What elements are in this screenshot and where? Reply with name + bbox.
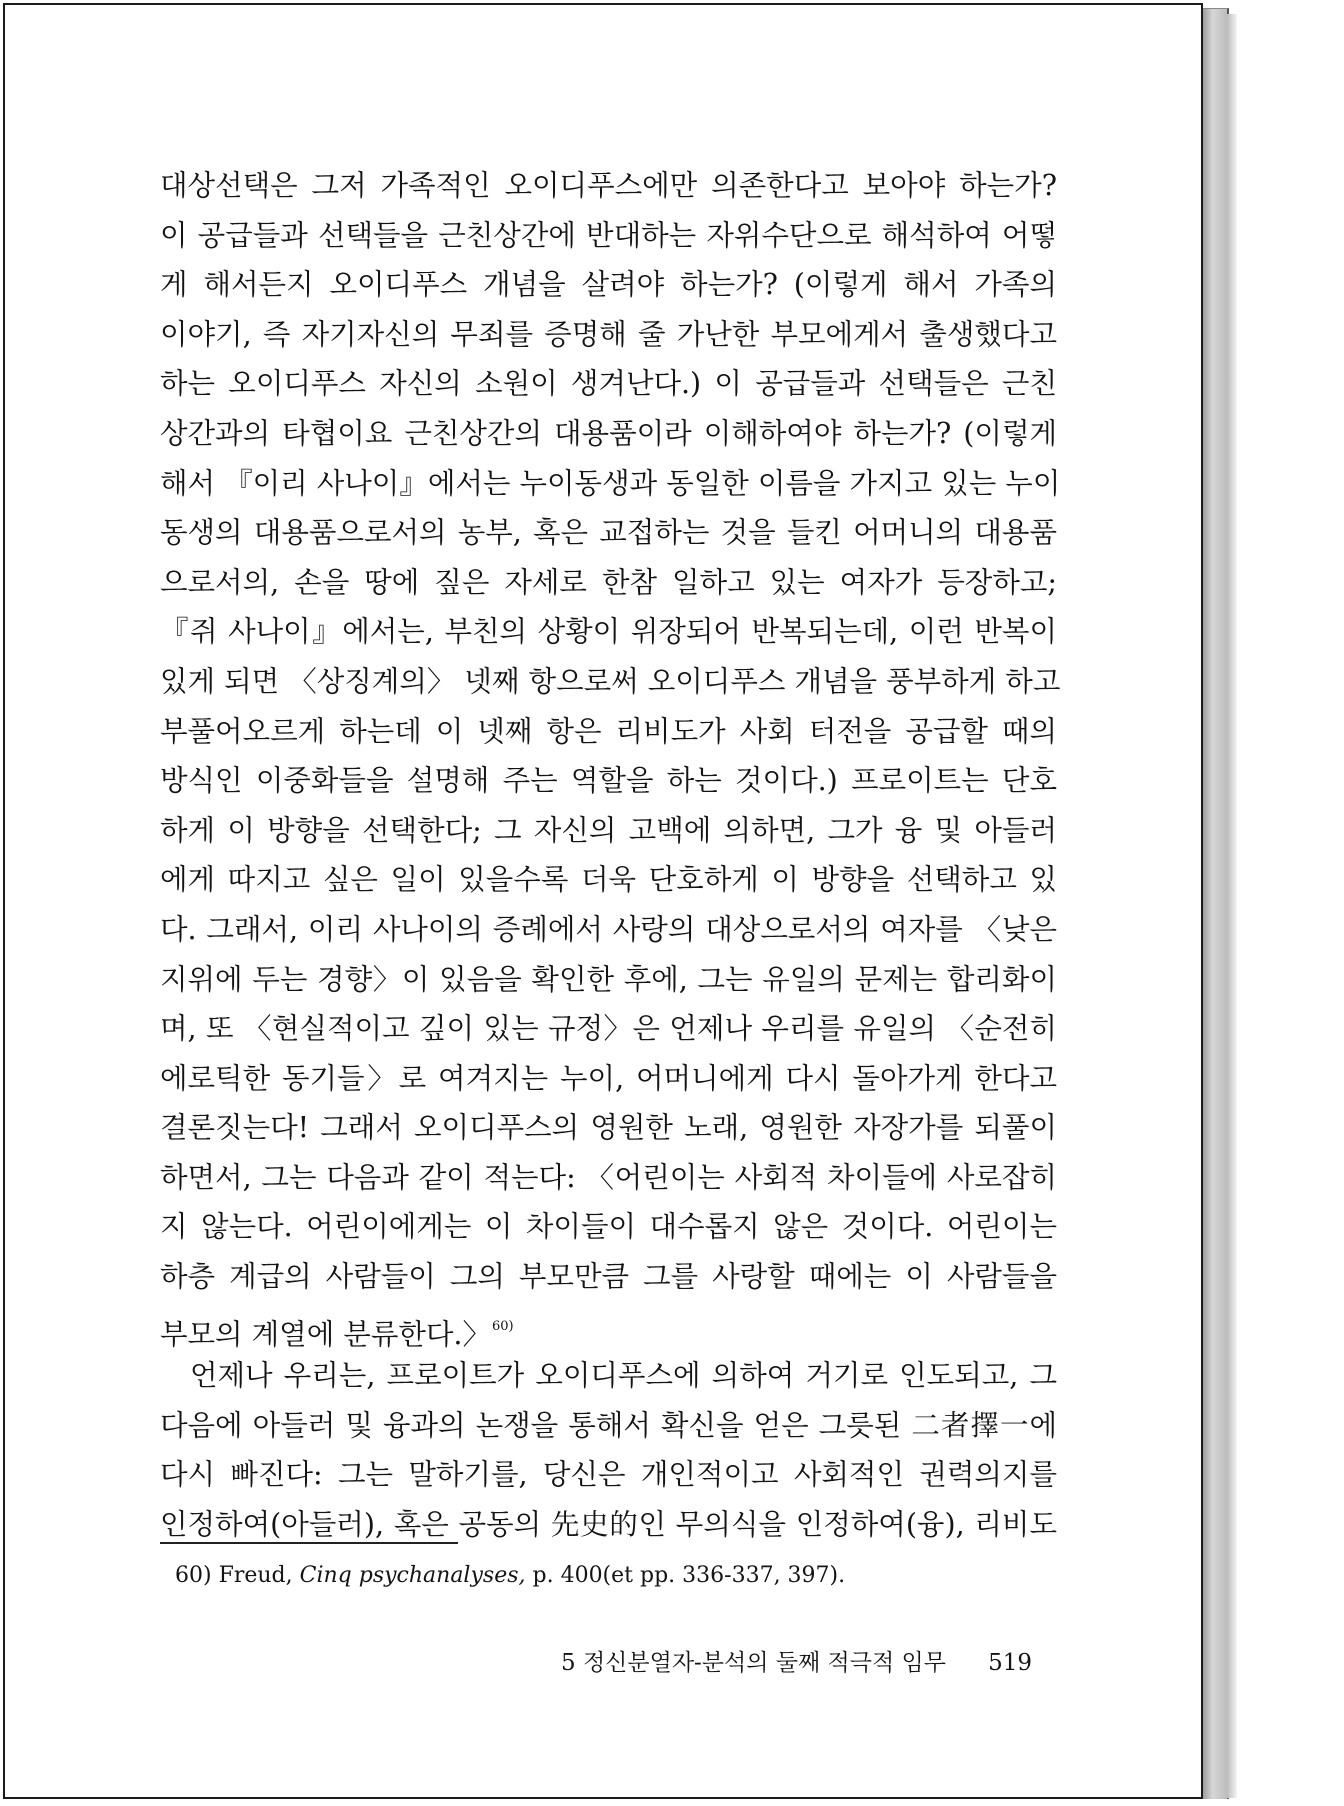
paragraph-line: 다시 빠진다: 그는 말하기를, 당신은 개인적이고 사회적인 권력의지를 [160, 1458, 1057, 1492]
body-line: 하게 이 방향을 선택한다; 그 자신의 고백에 의하면, 그가 융 및 아들러 [160, 813, 1057, 847]
body-line: 이 공급들과 선택들을 근친상간에 반대하는 자위수단으로 해석하여 어떻 [160, 218, 1057, 252]
body-line: 하는 오이디푸스 자신의 소원이 생겨난다.) 이 공급들과 선택들은 근친 [160, 367, 1057, 401]
paragraph-line: 인정하여(아들러), 혹은 공동의 先史的인 무의식을 인정하여(융), 리비도 [160, 1508, 1057, 1542]
body-line: 다. 그래서, 이리 사나이의 증례에서 사랑의 대상으로서의 여자를 〈낮은 [160, 912, 1057, 946]
body-line: 결론짓는다! 그래서 오이디푸스의 영원한 노래, 영원한 자장가를 되풀이 [160, 1111, 1057, 1145]
page-number: 519 [988, 1650, 1032, 1676]
page-shadow [1227, 14, 1237, 1798]
body-line: 상간과의 타협이요 근친상간의 대용품이라 이해하여야 하는가? (이렇게 [160, 416, 1057, 450]
body-line: 『쥐 사나이』에서는, 부친의 상황이 위장되어 반복되는데, 이런 반복이 [160, 615, 1057, 649]
body-line: 방식인 이중화들을 설명해 주는 역할을 하는 것이다.) 프로이트는 단호 [160, 764, 1057, 798]
body-line: 부풀어오르게 하는데 이 넷째 항은 리비도가 사회 터전을 공급할 때의 [160, 714, 1057, 748]
body-line: 해서 『이리 사나이』에서는 누이동생과 동일한 이름을 가지고 있는 누이 [160, 466, 1061, 500]
body-line: 으로서의, 손을 땅에 짚은 자세로 한참 일하고 있는 여자가 등장하고; [160, 565, 1057, 599]
paragraph-line: 다음에 아들러 및 융과의 논쟁을 통해서 확신을 얻은 그릇된 二者擇一에 [160, 1408, 1057, 1442]
body-line [160, 1302, 1057, 1352]
footnote-reference[interactable]: 60) [492, 1318, 514, 1334]
running-footer [561, 1646, 1032, 1680]
body-line: 있게 되면 〈상징계의〉 넷째 항으로써 오이디푸스 개념을 풍부하게 하고 [160, 664, 1061, 698]
footnote-title: Cinq psychanalyses, [299, 1563, 526, 1588]
body-line: 하층 계급의 사람들이 그의 부모만큼 그를 사랑할 때에는 이 사람들을 [160, 1260, 1057, 1294]
body-line: 에로틱한 동기들〉로 여겨지는 누이, 어머니에게 다시 돌아가게 한다고 [160, 1061, 1057, 1095]
body-text [160, 161, 1061, 1550]
footnote-author: Freud, [218, 1563, 293, 1588]
body-line: 게 해서든지 오이디푸스 개념을 살려야 하는가? (이렇게 해서 가족의 [160, 268, 1057, 302]
body-line: 대상선택은 그저 가족적인 오이디푸스에만 의존한다고 보아야 하는가? [160, 169, 1057, 202]
footnote-number: 60) [175, 1563, 212, 1588]
body-line: 며, 또 〈현실적이고 깊이 있는 규정〉은 언제나 우리를 유일의 〈순전히 [160, 1012, 1057, 1046]
page-stack-edge [1203, 8, 1229, 1799]
body-line: 동생의 대용품으로서의 농부, 혹은 교접하는 것을 들킨 어머니의 대용품 [160, 516, 1057, 550]
body-line: 이야기, 즉 자기자신의 무죄를 증명해 줄 가난한 부모에게서 출생했다고 [160, 317, 1057, 351]
chapter-title: 5 정신분열자-분석의 둘째 적극적 임무 [561, 1650, 946, 1676]
body-line: 에게 따지고 싶은 일이 있을수록 더욱 단호하게 이 방향을 선택하고 있 [160, 863, 1057, 897]
body-line: 지위에 두는 경향〉이 있음을 확인한 후에, 그는 유일의 문제는 합리화이 [160, 962, 1057, 996]
body-line: 지 않는다. 어린이에게는 이 차이들이 대수롭지 않은 것이다. 어린이는 [160, 1210, 1057, 1244]
book-page [3, 3, 1203, 1799]
footnote-divider [160, 1542, 458, 1544]
footnote [175, 1559, 1035, 1593]
body-line-text: 부모의 계열에 분류한다.〉 [160, 1317, 491, 1351]
paragraph-line: 언제나 우리는, 프로이트가 오이디푸스에 의하여 거기로 인도되고, 그 [190, 1359, 1057, 1393]
body-line: 하면서, 그는 다음과 같이 적는다: 〈어린이는 사회적 차이들에 사로잡히 [160, 1160, 1057, 1194]
footnote-pages: p. 400(et pp. 336-337, 397). [532, 1563, 846, 1588]
